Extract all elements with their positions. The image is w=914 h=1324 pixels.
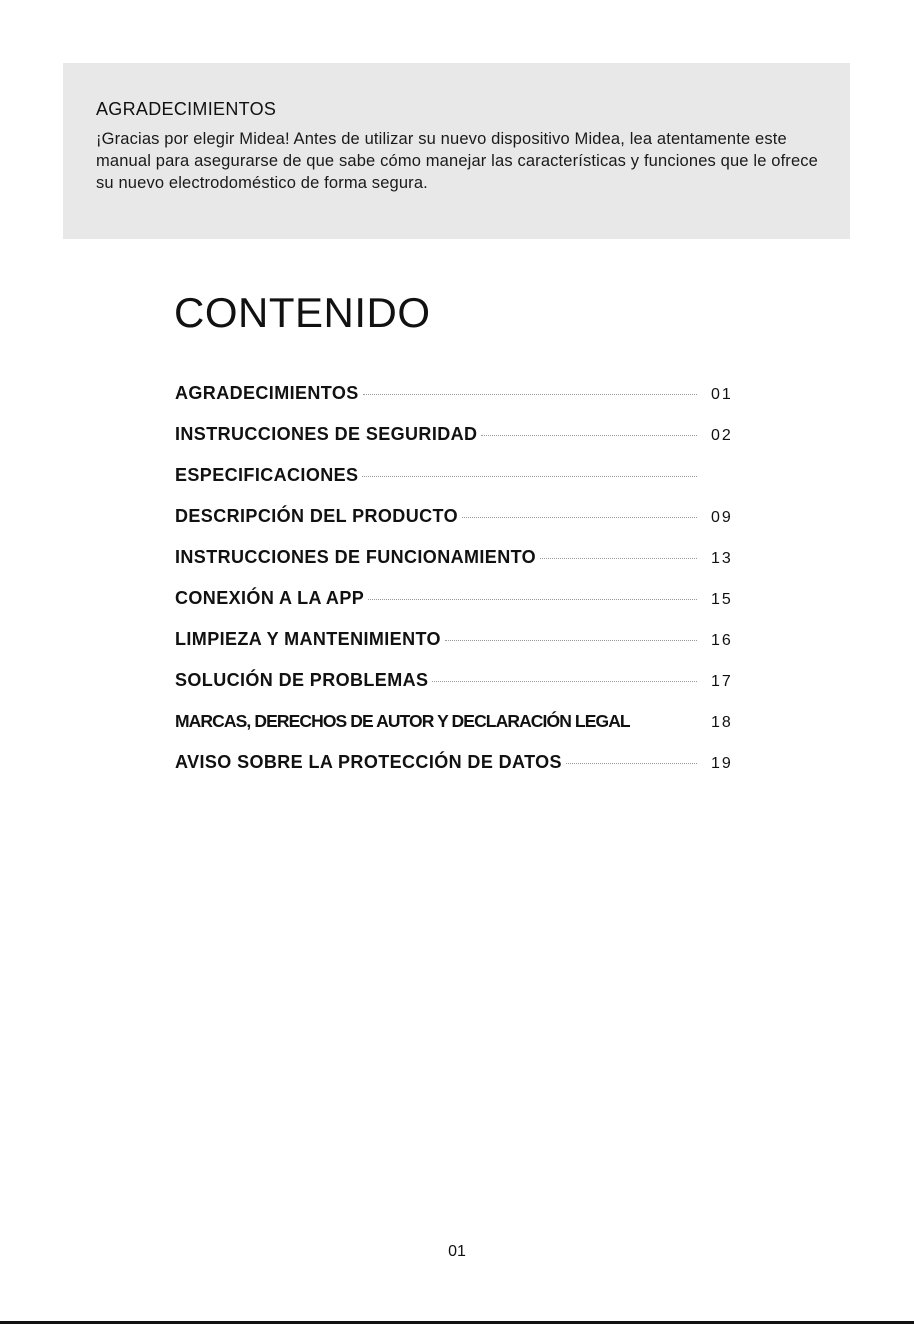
toc-item-label: INSTRUCCIONES DE FUNCIONAMIENTO [175, 547, 537, 567]
toc-dot-leader [632, 722, 697, 723]
toc-dot-leader [540, 558, 697, 559]
toc-item-label: AVISO SOBRE LA PROTECCIÓN DE DATOS [175, 752, 562, 772]
toc-item-page: 17 [711, 673, 733, 690]
toc-item[interactable] [175, 629, 745, 670]
toc-dot-leader [566, 763, 697, 764]
toc-item-page: 16 [711, 632, 733, 649]
toc-item-label: AGRADECIMIENTOS [175, 383, 359, 403]
toc-dot-leader [432, 681, 697, 682]
page-number: 01 [448, 1243, 466, 1260]
toc-dot-leader [362, 476, 697, 477]
toc-dot-leader [445, 640, 697, 641]
acknowledgements-text: ¡Gracias por elegir Midea! Antes de utilizar su nuevo dispositivo Midea, lea atentamente este manual para asegurarse de que sabe cómo manejar las características y funciones que le ofrece su nuevo electrodoméstico de forma segura. [96, 130, 819, 192]
toc-dot-leader [363, 394, 697, 395]
toc-item-label: CONEXIÓN A LA APP [175, 588, 365, 608]
acknowledgements-box [63, 63, 850, 239]
toc-item-label: ESPECIFICACIONES [175, 465, 359, 485]
toc-item-label: MARCAS, DERECHOS DE AUTOR Y DECLARACIÓN LEGAL [175, 711, 630, 731]
acknowledgements-title: AGRADECIMIENTOS [96, 99, 277, 119]
toc-item-page: 18 [711, 714, 733, 731]
toc-item-page: 19 [711, 755, 733, 772]
toc-item[interactable] [175, 383, 745, 424]
toc-item-label: INSTRUCCIONES DE SEGURIDAD [175, 424, 478, 444]
table-of-contents-title: CONTENIDO [174, 289, 431, 336]
toc-item-label: LIMPIEZA Y MANTENIMIENTO [175, 629, 441, 649]
toc-item-page: 13 [711, 550, 733, 567]
toc-item[interactable] [175, 547, 745, 588]
toc-item[interactable] [175, 588, 745, 629]
toc-item[interactable] [175, 465, 745, 506]
toc-dot-leader [481, 435, 697, 436]
toc-item[interactable] [175, 670, 745, 711]
toc-item-page: 01 [711, 386, 733, 403]
toc-item-page: 15 [711, 591, 733, 608]
toc-item[interactable] [175, 424, 745, 465]
toc-item-label: DESCRIPCIÓN DEL PRODUCTO [175, 506, 458, 526]
toc-item[interactable] [175, 506, 745, 547]
toc-dot-leader [368, 599, 697, 600]
table-of-contents [175, 383, 745, 793]
toc-item-label: SOLUCIÓN DE PROBLEMAS [175, 670, 429, 690]
toc-item[interactable] [175, 711, 745, 752]
toc-dot-leader [462, 517, 697, 518]
toc-item[interactable] [175, 752, 745, 793]
toc-item-page: 02 [711, 427, 733, 444]
toc-item-page: 09 [711, 509, 733, 526]
